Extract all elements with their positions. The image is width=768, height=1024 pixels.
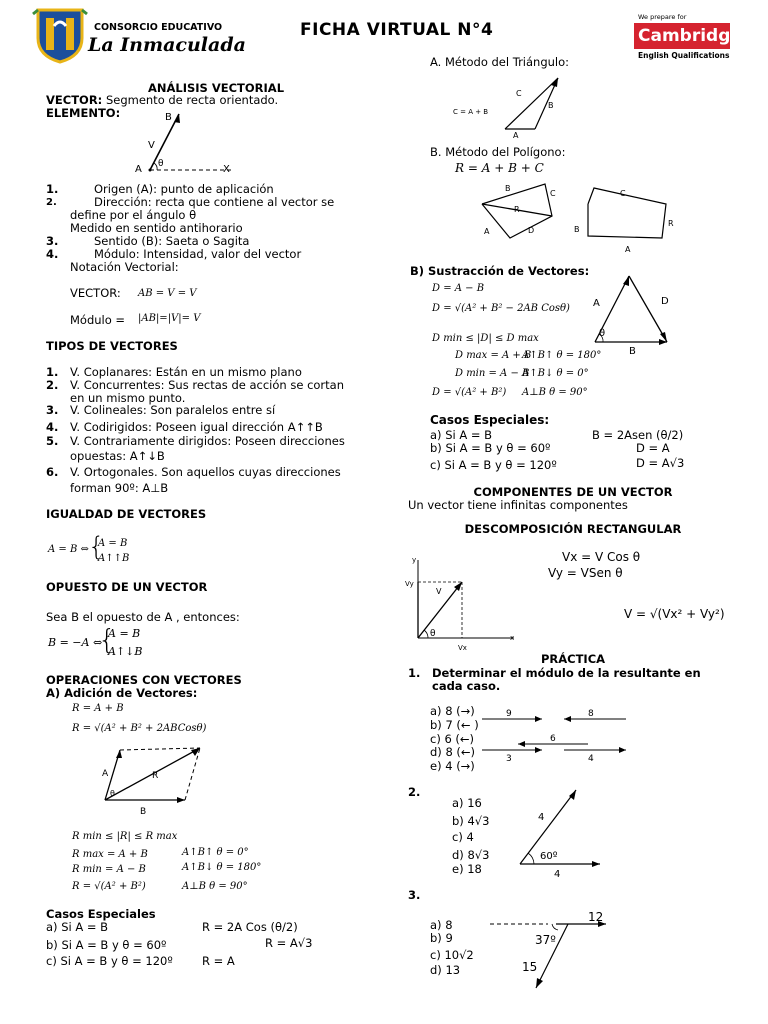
q3-label-top: 12 (588, 910, 604, 924)
subtraction-figure (585, 272, 695, 357)
cases-title-left: Casos Especiales (46, 907, 156, 921)
addition-formula-2: R = √(A² + B² + 2ABCosθ) (72, 723, 207, 734)
case-left-c-result: R = A (202, 954, 235, 968)
question-1-text: Determinar el módulo de la resultante en (432, 666, 701, 680)
addition-title: A) Adición de Vectores: (46, 686, 198, 700)
element-text-1: Origen (A): punto de aplicación (94, 182, 274, 196)
fig1-label-a: A (135, 164, 142, 175)
type-text-3: V. Colineales: Son paralelos entre sí (70, 403, 276, 417)
question-1-num: 1. (408, 666, 421, 680)
fig1-label-x: X (223, 164, 230, 175)
opposite-cond-1: A = B (108, 627, 141, 640)
element-label: ELEMENTO: (46, 106, 121, 120)
vx-formula: Vx = V Cos θ (562, 550, 641, 564)
type-num-2: 2. (46, 378, 59, 392)
fig1-label-v: V (148, 140, 155, 151)
question-2-num: 2. (408, 785, 421, 799)
sub-fig-b: B (629, 346, 636, 357)
q1-label-6: 6 (550, 734, 556, 744)
type-text-5: V. Contrariamente dirigidos: Poseen direcciones (70, 434, 345, 448)
addition-cond-4: A⊥B θ = 90° (182, 881, 248, 892)
type-num-5: 5. (46, 434, 59, 448)
fig1-label-b: B (165, 112, 172, 123)
q2-option-c[interactable]: c) 4 (452, 830, 474, 844)
case-right-a-result: B = 2Asen (θ/2) (592, 428, 684, 442)
q2-label-bottom: 4 (554, 869, 561, 880)
addition-formula-1: R = A + B (72, 703, 124, 714)
subtraction-rule-2: D min = A − B (455, 368, 530, 379)
cambridge-tagline: We prepare for (638, 13, 687, 21)
poly-right-a: A (625, 245, 631, 254)
type-text-5b: opuestas: A↑↓B (70, 449, 165, 463)
fig1-label-theta: θ (158, 159, 164, 169)
rect-fig-vy: Vy (405, 580, 414, 588)
q2-option-b[interactable]: b) 4√3 (452, 814, 490, 828)
addition-cond-3: A↑B↓ θ = 180° (182, 862, 262, 873)
element-text-3: Sentido (B): Saeta o Sagita (94, 234, 250, 248)
rect-fig-theta: θ (430, 629, 436, 639)
equality-lhs: A = B ⇔ (48, 544, 89, 555)
par-label-theta: θ (110, 789, 115, 798)
notation-label: Notación Vectorial: (70, 260, 179, 274)
q1-label-3: 3 (506, 754, 512, 764)
consortium-name: CONSORCIO EDUCATIVO (94, 22, 223, 33)
type-text-6: V. Ortogonales. Son aquellos cuyas direcciones (70, 465, 341, 479)
equality-cond-2: A↑↑B (98, 553, 130, 564)
poly-right-c: C (620, 189, 626, 198)
element-num-2: 2. (46, 197, 57, 208)
q2-label-top: 4 (538, 812, 545, 823)
rectangular-decomposition-figure (402, 552, 522, 652)
type-num-3: 3. (46, 403, 59, 417)
components-title: COMPONENTES DE UN VECTOR (473, 485, 673, 499)
case-left-b: b) Si A = B y θ = 60º (46, 938, 167, 952)
q1-vectors-figure (478, 704, 668, 764)
q2-option-d[interactable]: d) 8√3 (452, 848, 490, 862)
tri-label-b: B (548, 101, 554, 110)
addition-rule-4: R = √(A² + B²) (72, 881, 146, 892)
type-text-6b: forman 90º: A⊥B (70, 481, 169, 495)
opposite-text: Sea B el opuesto de A , entonces: (46, 610, 240, 624)
vector-label: VECTOR: (46, 93, 103, 107)
element-num-1: 1. (46, 182, 59, 196)
subtraction-cond-2: A↑B↓ θ = 0° (522, 368, 589, 379)
case-left-b-result: R = A√3 (265, 936, 313, 950)
q1-option-d[interactable]: d) 8 (←) (430, 745, 476, 759)
type-num-1: 1. (46, 365, 59, 379)
element-text-4: Módulo: Intensidad, valor del vector (94, 247, 302, 261)
sub-fig-a: A (593, 298, 600, 309)
polygon-formula: R = A + B + C (455, 161, 544, 175)
page-title: FICHA VIRTUAL N°4 (300, 20, 494, 40)
sub-fig-theta: θ (599, 328, 606, 339)
type-text-2: V. Concurrentes: Sus rectas de acción se cortan (70, 378, 344, 392)
rect-fig-x: x (510, 634, 515, 642)
modulo-label: Módulo = (70, 313, 126, 327)
triangle-method-title: A. Método del Triángulo: (430, 55, 570, 69)
element-num-4: 4. (46, 247, 59, 261)
rectangular-title: DESCOMPOSICIÓN RECTANGULAR (464, 522, 682, 536)
element-text-2c: Medido en sentido antihorario (70, 221, 243, 235)
vector-element-figure (125, 108, 245, 178)
school-name: La Inmaculada (88, 34, 246, 56)
type-text-4: V. Codirigidos: Poseen igual dirección A↑↑B (70, 420, 323, 434)
q3-option-b[interactable]: b) 9 (430, 931, 453, 945)
modulo-formula: |AB|=|V|= V (138, 313, 201, 324)
q3-vectors-figure (486, 906, 636, 996)
par-label-a: A (102, 769, 109, 779)
question-1-text-b: cada caso. (432, 679, 501, 693)
types-title: TIPOS DE VECTORES (46, 339, 178, 353)
addition-rule-1: R min ≤ |R| ≤ R max (72, 831, 178, 842)
case-left-a: a) Si A = B (46, 920, 109, 934)
tri-label-a: A (513, 131, 519, 140)
case-right-c: c) Si A = B y θ = 120º (430, 458, 557, 472)
q3-label-angle: 37º (535, 933, 556, 947)
par-label-r: R (152, 771, 159, 781)
rect-fig-v: V (436, 587, 442, 596)
element-text-2b: define por el ángulo θ (70, 208, 197, 222)
opposite-title: OPUESTO DE UN VECTOR (46, 580, 208, 594)
case-right-a: a) Si A = B (430, 428, 493, 442)
poly-left-r: R (514, 205, 520, 214)
opposite-cond-2: A↑↓B (108, 645, 143, 658)
case-right-b: b) Si A = B y θ = 60º (430, 441, 551, 455)
subtraction-rule-3: D = √(A² + B²) (432, 387, 507, 398)
poly-left-d: D (528, 226, 535, 235)
vector-definition-text: Segmento de recta orientado. (105, 93, 279, 107)
vy-formula: Vy = VSen θ (548, 566, 623, 580)
type-num-6: 6. (46, 465, 59, 479)
equality-title: IGUALDAD DE VECTORES (46, 507, 207, 521)
q1-option-e[interactable]: e) 4 (→) (430, 759, 475, 773)
q3-label-bottom: 15 (522, 960, 538, 974)
subtraction-formula-3: D min ≤ |D| ≤ D max (432, 333, 539, 344)
poly-left-a: A (484, 227, 490, 236)
q1-option-a[interactable]: a) 8 (→) (430, 704, 475, 718)
v-formula: V = √(Vx² + Vy²) (624, 607, 725, 621)
rect-fig-y: y (412, 556, 417, 564)
parallelogram-figure (90, 742, 220, 822)
polygon-method-title: B. Método del Polígono: (430, 145, 566, 159)
equality-cond-1: A = B (98, 538, 128, 549)
element-num-3: 3. (46, 234, 59, 248)
components-text: Un vector tiene infinitas componentes (408, 498, 628, 512)
rect-fig-vx: Vx (458, 644, 467, 652)
addition-rule-3: R min = A − B (72, 864, 146, 875)
q1-option-b[interactable]: b) 7 (← ) (430, 718, 479, 732)
vector-row-formula: AB = V = V (138, 288, 197, 299)
q1-label-4: 4 (588, 754, 594, 764)
question-3-num: 3. (408, 888, 421, 902)
section-title-vector-analysis: ANÁLISIS VECTORIAL (147, 81, 285, 95)
q2-label-angle: 60º (540, 851, 558, 862)
q1-label-9: 9 (506, 709, 512, 719)
vector-row-label: VECTOR: (70, 286, 121, 300)
triangle-method-figure (450, 72, 590, 142)
subtraction-title: B) Sustracción de Vectores: (410, 264, 590, 278)
school-crest-icon (30, 4, 90, 64)
opposite-lhs: B = −A ⇔ (48, 636, 103, 649)
addition-cond-2: A↑B↑ θ = 0° (182, 847, 249, 858)
q3-option-d[interactable]: d) 13 (430, 963, 461, 977)
subtraction-cond-1: A↑B↑ θ = 180° (522, 350, 602, 361)
subtraction-formula-1: D = A − B (432, 283, 485, 294)
q3-option-a[interactable]: a) 8 (430, 918, 453, 932)
operations-title: OPERACIONES CON VECTORES (46, 673, 242, 687)
tri-label-c: C (516, 89, 522, 98)
poly-left-b: B (505, 184, 511, 193)
practice-title: PRÁCTICA (540, 652, 606, 666)
par-label-b: B (140, 807, 147, 817)
cambridge-logo (634, 23, 742, 49)
q1-option-c[interactable]: c) 6 (←) (430, 732, 475, 746)
polygon-method-figure (470, 176, 710, 256)
case-left-a-result: R = 2A Cos (θ/2) (202, 920, 298, 934)
equality-brace: { (88, 532, 105, 562)
type-text-1: V. Coplanares: Están en un mismo plano (70, 365, 302, 379)
type-num-4: 4. (46, 420, 59, 434)
subtraction-rule-1: D max = A + B (455, 350, 532, 361)
cambridge-subtitle: English Qualifications (638, 51, 730, 60)
element-text-2: Dirección: recta que contiene al vector se (94, 195, 335, 209)
poly-left-c: C (550, 189, 556, 198)
case-right-b-result: D = A (636, 441, 670, 455)
cases-title-right: Casos Especiales: (430, 413, 550, 427)
tri-equation: C = A + B (453, 108, 489, 116)
case-left-c: c) Si A = B y θ = 120º (46, 954, 173, 968)
subtraction-cond-3: A⊥B θ = 90° (522, 387, 588, 398)
q3-option-c[interactable]: c) 10√2 (430, 948, 474, 962)
poly-right-b: B (574, 225, 580, 234)
q2-option-a[interactable]: a) 16 (452, 796, 482, 810)
q1-label-8: 8 (588, 709, 594, 719)
cambridge-wordmark: Cambridge (638, 26, 742, 46)
poly-right-r: R (668, 219, 674, 228)
q2-vectors-figure (512, 786, 622, 880)
type-text-2b: en un mismo punto. (70, 391, 186, 405)
sub-fig-d: D (661, 296, 669, 307)
case-right-c-result: D = A√3 (636, 456, 685, 470)
addition-rule-2: R max = A + B (72, 849, 148, 860)
q2-option-e[interactable]: e) 18 (452, 862, 482, 876)
subtraction-formula-2: D = √(A² + B² − 2AB Cosθ) (432, 303, 570, 314)
opposite-brace: { (98, 623, 116, 656)
